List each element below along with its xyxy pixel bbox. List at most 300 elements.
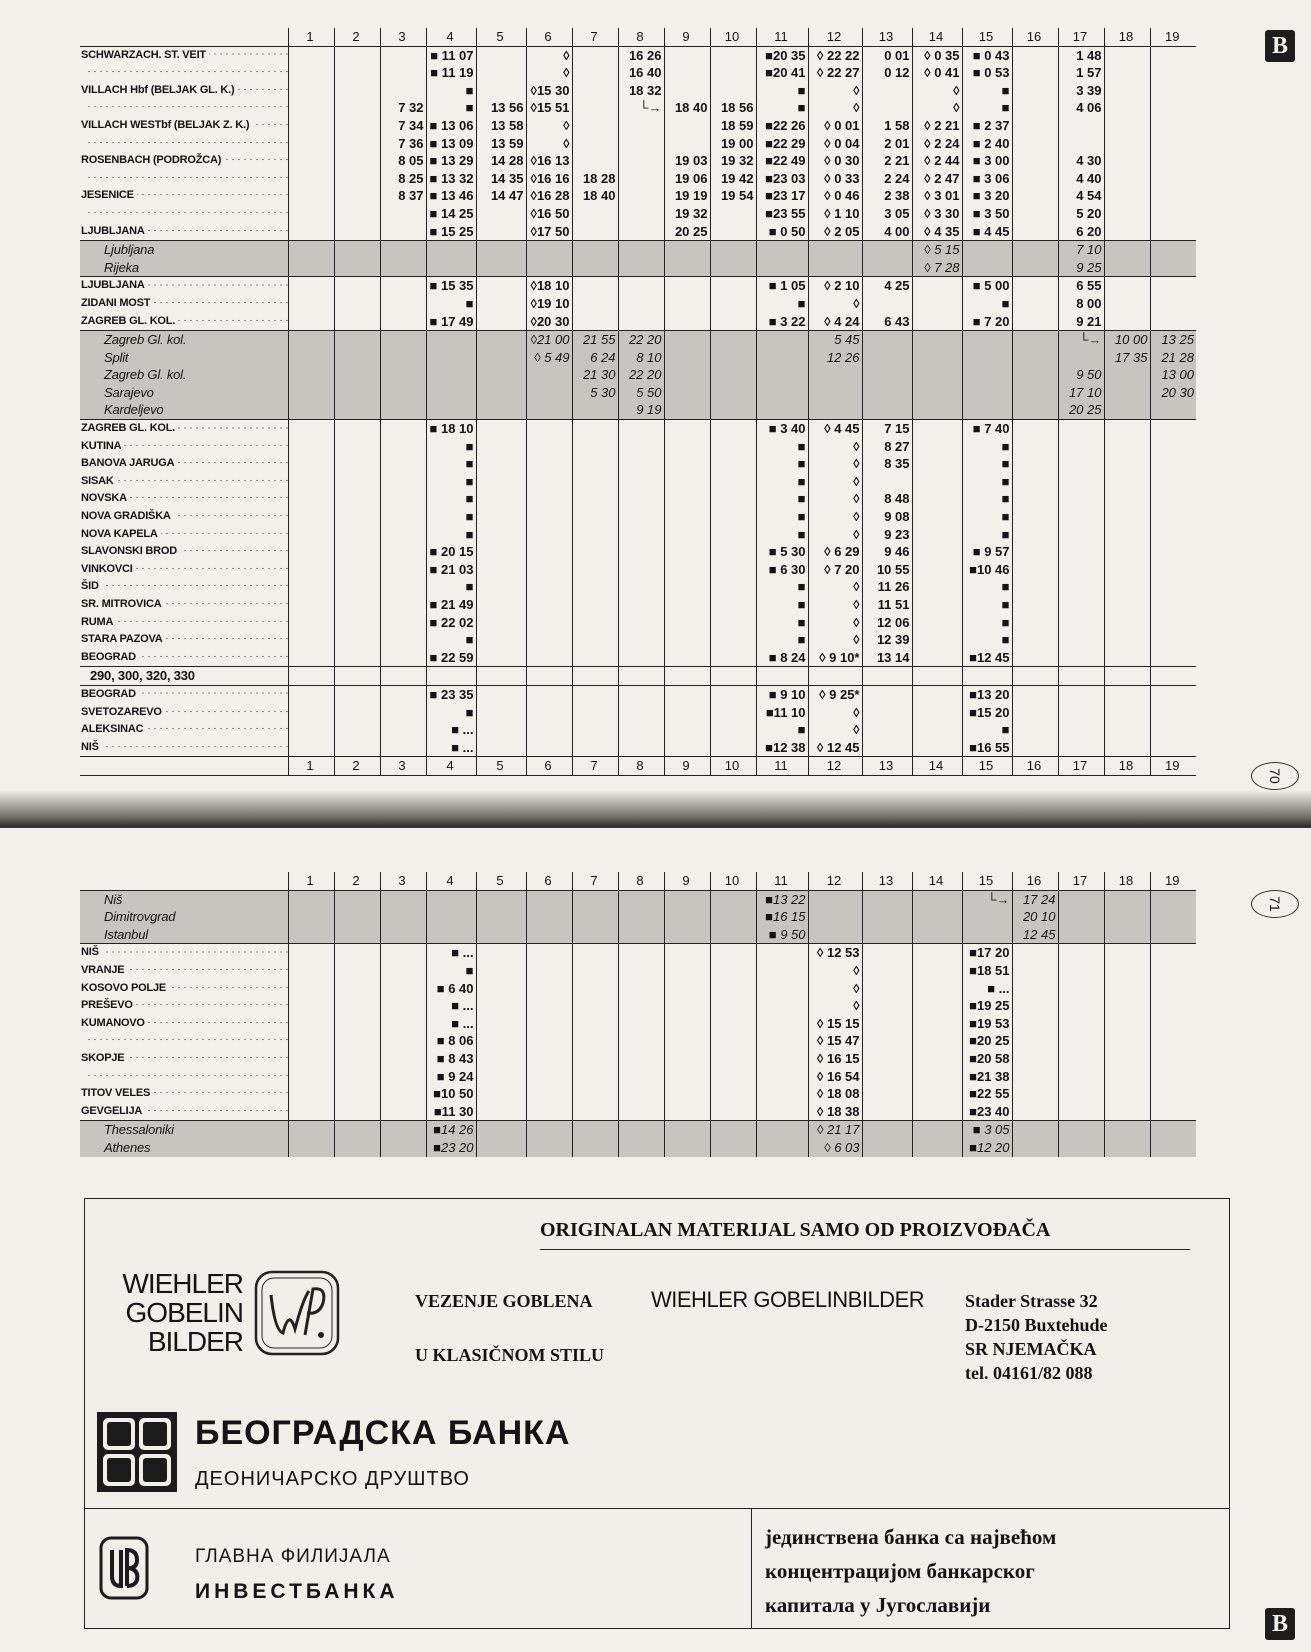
time-cell: ◊ 0 01 bbox=[808, 117, 862, 135]
time-cell: ◊ bbox=[808, 704, 862, 722]
time-cell bbox=[962, 331, 1012, 349]
station-name-cell bbox=[80, 614, 288, 632]
time-cell bbox=[1012, 543, 1058, 561]
time-cell bbox=[1150, 295, 1196, 313]
time-cell bbox=[962, 384, 1012, 402]
time-cell: 20 25 bbox=[1058, 401, 1104, 419]
time-cell bbox=[288, 962, 334, 980]
time-cell: 11 51 bbox=[862, 596, 912, 614]
time-cell bbox=[572, 721, 618, 739]
time-cell bbox=[1012, 685, 1058, 703]
time-cell bbox=[1058, 117, 1104, 135]
time-cell bbox=[710, 1139, 756, 1157]
station-row bbox=[80, 205, 1196, 223]
time-cell bbox=[1058, 997, 1104, 1015]
time-cell bbox=[526, 739, 572, 757]
time-cell bbox=[572, 99, 618, 117]
time-cell: 18 59 bbox=[710, 117, 756, 135]
time-cell bbox=[710, 908, 756, 926]
time-cell: ◊ 3 01 bbox=[912, 187, 962, 205]
time-cell bbox=[334, 490, 380, 508]
time-cell bbox=[756, 1015, 808, 1033]
time-cell bbox=[476, 313, 526, 331]
time-cell: └→ bbox=[618, 99, 664, 117]
time-cell bbox=[380, 64, 426, 82]
time-cell: 21 28 bbox=[1150, 349, 1196, 367]
time-cell bbox=[380, 473, 426, 491]
address-country: SR NJEMAČKA bbox=[965, 1339, 1097, 1359]
time-cell bbox=[334, 704, 380, 722]
time-cell bbox=[476, 561, 526, 579]
time-cell bbox=[526, 1121, 572, 1139]
time-cell bbox=[1058, 135, 1104, 153]
time-cell: ■ 6 40 bbox=[426, 980, 476, 998]
time-cell bbox=[1150, 455, 1196, 473]
time-cell bbox=[526, 908, 572, 926]
bank-vertical-divider bbox=[751, 1508, 752, 1628]
time-cell bbox=[426, 241, 476, 259]
time-cell bbox=[808, 667, 862, 686]
time-cell: ■ 13 29 bbox=[426, 152, 476, 170]
time-cell bbox=[526, 366, 572, 384]
time-cell bbox=[288, 704, 334, 722]
time-cell: ■ 2 37 bbox=[962, 117, 1012, 135]
time-cell bbox=[710, 331, 756, 349]
time-cell bbox=[334, 543, 380, 561]
station-row bbox=[80, 277, 1196, 295]
time-cell: ◊16 28 bbox=[526, 187, 572, 205]
time-cell bbox=[526, 473, 572, 491]
time-cell: ■ 3 00 bbox=[962, 152, 1012, 170]
time-cell bbox=[334, 1015, 380, 1033]
time-cell bbox=[1150, 561, 1196, 579]
time-cell bbox=[912, 890, 962, 908]
time-cell bbox=[912, 721, 962, 739]
time-cell bbox=[1012, 152, 1058, 170]
time-cell bbox=[1150, 526, 1196, 544]
time-cell: ■ bbox=[756, 578, 808, 596]
time-cell bbox=[862, 1103, 912, 1121]
station-row bbox=[80, 508, 1196, 526]
time-cell bbox=[664, 561, 710, 579]
station-name: SKOPJE bbox=[81, 1052, 127, 1064]
time-cell bbox=[1058, 473, 1104, 491]
time-cell bbox=[912, 295, 962, 313]
time-cell bbox=[1104, 223, 1150, 241]
time-cell: 13 14 bbox=[862, 649, 912, 667]
time-cell bbox=[380, 1139, 426, 1157]
time-cell: ◊ 0 04 bbox=[808, 135, 862, 153]
time-cell: 5 30 bbox=[572, 384, 618, 402]
time-cell bbox=[476, 997, 526, 1015]
time-cell bbox=[526, 241, 572, 259]
time-cell bbox=[288, 980, 334, 998]
time-cell bbox=[962, 401, 1012, 419]
time-cell: 22 20 bbox=[618, 331, 664, 349]
time-cell bbox=[710, 401, 756, 419]
time-cell: 18 40 bbox=[664, 99, 710, 117]
station-row bbox=[80, 117, 1196, 135]
time-cell bbox=[1012, 259, 1058, 277]
time-cell bbox=[1150, 1050, 1196, 1068]
time-cell bbox=[1012, 241, 1058, 259]
time-cell bbox=[1012, 223, 1058, 241]
time-cell: ■ 17 49 bbox=[426, 313, 476, 331]
station-row bbox=[80, 1032, 1196, 1050]
time-cell bbox=[710, 313, 756, 331]
time-cell: 19 00 bbox=[710, 135, 756, 153]
time-cell: ■ 23 35 bbox=[426, 685, 476, 703]
time-cell bbox=[334, 331, 380, 349]
time-cell bbox=[756, 1121, 808, 1139]
time-cell bbox=[380, 944, 426, 962]
time-cell bbox=[572, 631, 618, 649]
time-cell bbox=[334, 908, 380, 926]
time-cell bbox=[912, 384, 962, 402]
time-cell bbox=[618, 135, 664, 153]
time-cell: 4 00 bbox=[862, 223, 912, 241]
time-cell bbox=[380, 331, 426, 349]
time-cell bbox=[1104, 721, 1150, 739]
time-cell bbox=[618, 721, 664, 739]
time-cell bbox=[1150, 46, 1196, 64]
time-cell bbox=[664, 508, 710, 526]
time-cell bbox=[288, 1068, 334, 1086]
column-number: 10 bbox=[710, 757, 756, 776]
time-cell: ◊ 12 45 bbox=[808, 739, 862, 757]
time-cell: 8 25 bbox=[380, 170, 426, 188]
time-cell bbox=[476, 1015, 526, 1033]
time-cell: 7 36 bbox=[380, 135, 426, 153]
time-cell bbox=[1150, 277, 1196, 295]
bank-advertisement bbox=[84, 1396, 1230, 1629]
time-cell: ■ 0 53 bbox=[962, 64, 1012, 82]
time-cell bbox=[334, 962, 380, 980]
time-cell bbox=[710, 543, 756, 561]
time-cell bbox=[1104, 926, 1150, 944]
time-cell bbox=[1150, 99, 1196, 117]
time-cell: ■ bbox=[756, 596, 808, 614]
time-cell bbox=[1012, 420, 1058, 438]
time-cell bbox=[862, 1139, 912, 1157]
time-cell bbox=[710, 1032, 756, 1050]
station-name: 290, 300, 320, 330 bbox=[90, 668, 195, 684]
time-cell bbox=[334, 349, 380, 367]
station-name: NIŠ bbox=[81, 741, 102, 753]
time-cell: 5 45 bbox=[808, 331, 862, 349]
time-cell bbox=[380, 890, 426, 908]
time-cell: ◊ 7 20 bbox=[808, 561, 862, 579]
connection-row bbox=[80, 1139, 1196, 1157]
time-cell bbox=[756, 384, 808, 402]
column-number-footer bbox=[80, 757, 1196, 776]
column-number: 19 bbox=[1150, 872, 1196, 890]
time-cell: ■ bbox=[962, 82, 1012, 100]
time-cell: ◊ 3 30 bbox=[912, 205, 962, 223]
time-cell bbox=[526, 543, 572, 561]
time-cell: ■ 3 40 bbox=[756, 420, 808, 438]
time-cell bbox=[1150, 170, 1196, 188]
time-cell bbox=[288, 64, 334, 82]
time-cell bbox=[862, 241, 912, 259]
time-cell bbox=[618, 473, 664, 491]
time-cell bbox=[1012, 46, 1058, 64]
time-cell: ◊ bbox=[808, 614, 862, 632]
time-cell bbox=[912, 366, 962, 384]
time-cell bbox=[808, 908, 862, 926]
time-cell: ■ ... bbox=[426, 739, 476, 757]
time-cell bbox=[618, 890, 664, 908]
station-name-cell bbox=[80, 170, 288, 188]
time-cell bbox=[1058, 455, 1104, 473]
time-cell: ■ 0 50 bbox=[756, 223, 808, 241]
wiehler-monogram-icon bbox=[253, 1269, 341, 1357]
time-cell: 19 54 bbox=[710, 187, 756, 205]
time-cell bbox=[380, 526, 426, 544]
bank-name: БЕОГРАДСКА БАНКА bbox=[195, 1414, 571, 1452]
time-cell bbox=[526, 1050, 572, 1068]
time-cell bbox=[476, 349, 526, 367]
time-cell bbox=[334, 1139, 380, 1157]
time-cell: ■ bbox=[426, 295, 476, 313]
station-name-cell bbox=[80, 944, 288, 962]
time-cell bbox=[962, 667, 1012, 686]
time-cell bbox=[1012, 277, 1058, 295]
time-cell bbox=[288, 135, 334, 153]
time-cell bbox=[288, 1085, 334, 1103]
time-cell: ■22 29 bbox=[756, 135, 808, 153]
time-cell bbox=[664, 526, 710, 544]
station-row bbox=[80, 135, 1196, 153]
time-cell bbox=[288, 1139, 334, 1157]
time-cell bbox=[288, 277, 334, 295]
logo-line-2: GOBELIN bbox=[125, 1297, 243, 1328]
time-cell: 2 21 bbox=[862, 152, 912, 170]
bank-subtitle: ДЕОНИЧАРСКО ДРУШТВО bbox=[195, 1468, 470, 1490]
time-cell bbox=[962, 259, 1012, 277]
time-cell bbox=[334, 259, 380, 277]
time-cell bbox=[912, 944, 962, 962]
time-cell bbox=[380, 223, 426, 241]
time-cell bbox=[380, 962, 426, 980]
time-cell bbox=[618, 117, 664, 135]
time-cell: 1 48 bbox=[1058, 46, 1104, 64]
column-number: 13 bbox=[862, 28, 912, 46]
time-cell bbox=[572, 561, 618, 579]
column-number: 4 bbox=[426, 757, 476, 776]
station-name-cell bbox=[80, 685, 288, 703]
time-cell bbox=[618, 596, 664, 614]
time-cell: ■ bbox=[756, 490, 808, 508]
time-cell bbox=[618, 152, 664, 170]
time-cell bbox=[1104, 1068, 1150, 1086]
branch-label: ГЛАВНА ФИЛИЈАЛА bbox=[195, 1546, 391, 1567]
time-cell bbox=[1058, 420, 1104, 438]
time-cell bbox=[664, 1068, 710, 1086]
time-cell bbox=[756, 366, 808, 384]
time-cell bbox=[476, 667, 526, 686]
time-cell bbox=[618, 704, 664, 722]
time-cell bbox=[572, 704, 618, 722]
time-cell: ■16 55 bbox=[962, 739, 1012, 757]
time-cell bbox=[1150, 614, 1196, 632]
ad-tagline-1: VEZENJE GOBLENA bbox=[415, 1291, 593, 1311]
time-cell: 9 19 bbox=[618, 401, 664, 419]
time-cell: ■16 15 bbox=[756, 908, 808, 926]
time-cell: ◊ 2 47 bbox=[912, 170, 962, 188]
time-cell bbox=[710, 1121, 756, 1139]
time-cell: ◊ bbox=[808, 473, 862, 491]
station-row bbox=[80, 721, 1196, 739]
time-cell bbox=[1150, 223, 1196, 241]
time-cell bbox=[288, 1050, 334, 1068]
time-cell bbox=[1150, 117, 1196, 135]
column-number: 3 bbox=[380, 872, 426, 890]
time-cell bbox=[1058, 649, 1104, 667]
time-cell bbox=[1058, 596, 1104, 614]
time-cell: 4 30 bbox=[1058, 152, 1104, 170]
time-cell bbox=[380, 721, 426, 739]
time-cell bbox=[664, 313, 710, 331]
station-name-cell bbox=[80, 1050, 288, 1068]
time-cell bbox=[862, 997, 912, 1015]
station-name bbox=[81, 1034, 84, 1046]
time-cell bbox=[1150, 890, 1196, 908]
time-cell bbox=[380, 631, 426, 649]
time-cell bbox=[710, 82, 756, 100]
time-cell: 8 27 bbox=[862, 438, 912, 456]
time-cell bbox=[1012, 295, 1058, 313]
time-cell bbox=[476, 962, 526, 980]
time-cell bbox=[380, 401, 426, 419]
time-cell bbox=[710, 205, 756, 223]
time-cell bbox=[618, 223, 664, 241]
time-cell bbox=[1012, 490, 1058, 508]
time-cell bbox=[664, 649, 710, 667]
time-cell bbox=[476, 526, 526, 544]
time-cell: ■22 49 bbox=[756, 152, 808, 170]
time-cell bbox=[334, 82, 380, 100]
time-cell bbox=[1104, 187, 1150, 205]
station-name: Zagreb Gl. kol. bbox=[104, 332, 187, 348]
time-cell: 22 20 bbox=[618, 366, 664, 384]
time-cell: ■ bbox=[962, 473, 1012, 491]
time-cell bbox=[912, 685, 962, 703]
time-cell: ◊16 13 bbox=[526, 152, 572, 170]
time-cell bbox=[526, 997, 572, 1015]
time-cell: ■20 58 bbox=[962, 1050, 1012, 1068]
connection-row bbox=[80, 384, 1196, 402]
time-cell bbox=[380, 561, 426, 579]
time-cell: 19 42 bbox=[710, 170, 756, 188]
time-cell: 16 26 bbox=[618, 46, 664, 64]
time-cell: ◊ 0 30 bbox=[808, 152, 862, 170]
time-cell: 9 08 bbox=[862, 508, 912, 526]
time-cell: 17 10 bbox=[1058, 384, 1104, 402]
time-cell: ◊ 4 24 bbox=[808, 313, 862, 331]
time-cell bbox=[1150, 667, 1196, 686]
time-cell: ◊ 9 10* bbox=[808, 649, 862, 667]
time-cell bbox=[1104, 241, 1150, 259]
time-cell bbox=[1012, 349, 1058, 367]
time-cell bbox=[1058, 908, 1104, 926]
time-cell bbox=[710, 1085, 756, 1103]
column-number: 18 bbox=[1104, 757, 1150, 776]
time-cell bbox=[1104, 526, 1150, 544]
time-cell bbox=[1104, 908, 1150, 926]
time-cell bbox=[664, 384, 710, 402]
time-cell bbox=[1104, 649, 1150, 667]
time-cell: ■ bbox=[756, 438, 808, 456]
time-cell bbox=[618, 455, 664, 473]
station-name: PREŠEVO bbox=[81, 999, 136, 1011]
time-cell bbox=[912, 543, 962, 561]
time-cell: ■ 13 06 bbox=[426, 117, 476, 135]
time-cell bbox=[618, 944, 664, 962]
time-cell bbox=[572, 526, 618, 544]
time-cell bbox=[288, 241, 334, 259]
time-cell bbox=[912, 473, 962, 491]
time-cell bbox=[1104, 944, 1150, 962]
station-name-cell bbox=[80, 82, 288, 100]
connection-row bbox=[80, 259, 1196, 277]
time-cell bbox=[476, 420, 526, 438]
time-cell bbox=[710, 721, 756, 739]
time-cell: 14 35 bbox=[476, 170, 526, 188]
time-cell: 13 59 bbox=[476, 135, 526, 153]
time-cell: ◊15 51 bbox=[526, 99, 572, 117]
station-name-cell bbox=[80, 490, 288, 508]
time-cell bbox=[526, 438, 572, 456]
time-cell bbox=[1150, 631, 1196, 649]
time-cell bbox=[334, 152, 380, 170]
time-cell bbox=[618, 313, 664, 331]
column-number: 8 bbox=[618, 872, 664, 890]
time-cell: ■ bbox=[962, 438, 1012, 456]
time-cell: 6 43 bbox=[862, 313, 912, 331]
time-cell bbox=[526, 1139, 572, 1157]
page-number-71: 71 bbox=[1251, 890, 1299, 918]
time-cell bbox=[288, 926, 334, 944]
time-cell bbox=[664, 908, 710, 926]
column-number: 6 bbox=[526, 28, 572, 46]
time-cell bbox=[526, 1032, 572, 1050]
time-cell bbox=[710, 944, 756, 962]
time-cell: 12 06 bbox=[862, 614, 912, 632]
time-cell bbox=[618, 561, 664, 579]
time-cell bbox=[288, 1121, 334, 1139]
station-name: SCHWARZACH. ST. VEIT bbox=[81, 49, 209, 61]
time-cell bbox=[664, 1032, 710, 1050]
station-row bbox=[80, 1085, 1196, 1103]
time-cell bbox=[664, 455, 710, 473]
time-cell bbox=[618, 1085, 664, 1103]
time-cell bbox=[1150, 438, 1196, 456]
time-cell: ■ bbox=[756, 455, 808, 473]
time-cell: ◊ 22 27 bbox=[808, 64, 862, 82]
time-cell: 21 30 bbox=[572, 366, 618, 384]
station-row bbox=[80, 64, 1196, 82]
time-cell bbox=[476, 1121, 526, 1139]
time-cell bbox=[288, 401, 334, 419]
column-number: 11 bbox=[756, 757, 808, 776]
time-cell: ■ ... bbox=[962, 980, 1012, 998]
time-cell: ■12 20 bbox=[962, 1139, 1012, 1157]
station-row bbox=[80, 1103, 1196, 1121]
time-cell bbox=[1150, 259, 1196, 277]
time-cell: ■ 9 10 bbox=[756, 685, 808, 703]
time-cell: ■20 35 bbox=[756, 46, 808, 64]
